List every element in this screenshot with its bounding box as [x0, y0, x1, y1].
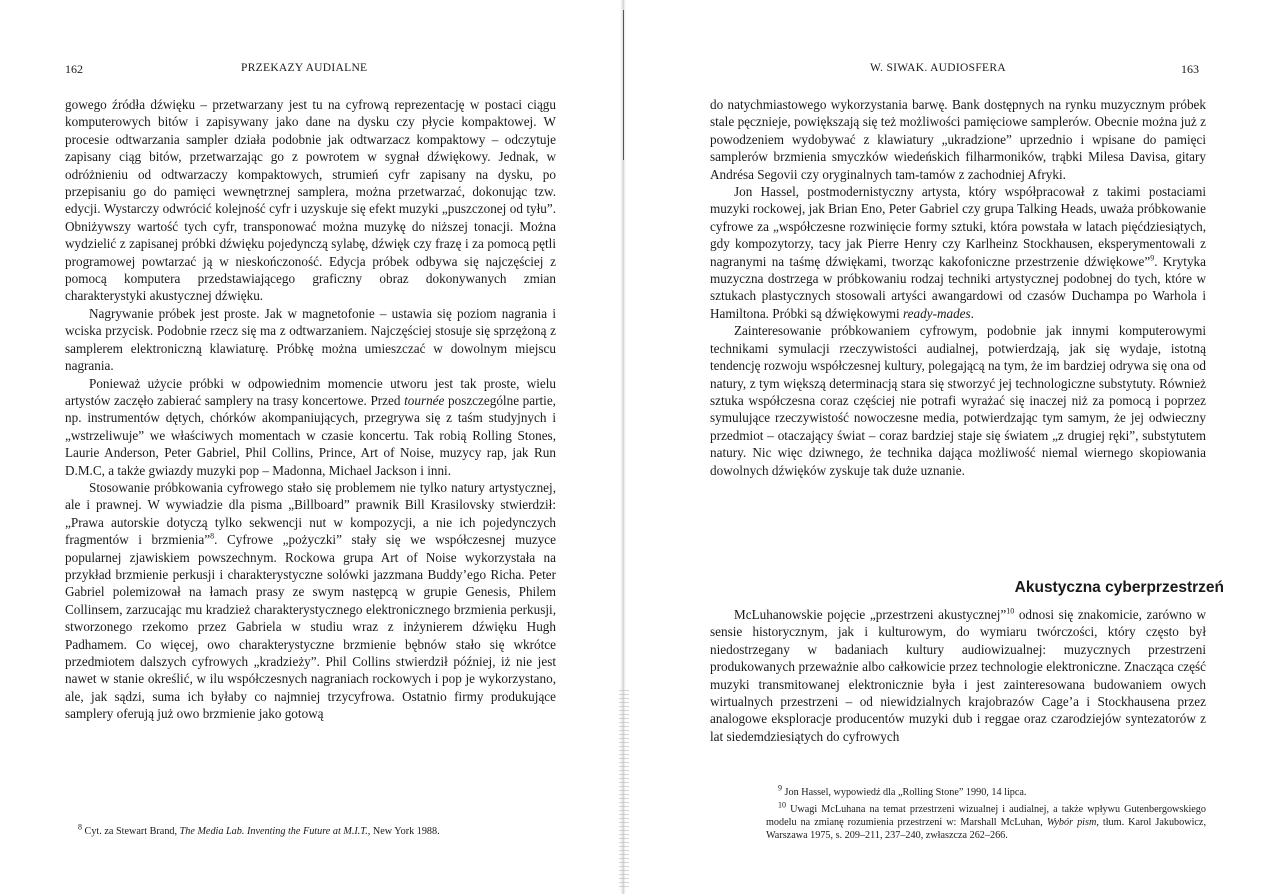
- footnotes-right: [766, 783, 1206, 842]
- left-body-text: [65, 96, 556, 723]
- italic-term: ready-mades: [903, 305, 971, 321]
- footnote-text: , New York 1988.: [367, 826, 440, 837]
- footnote-text: Uwagi McLuhana na temat przestrzeni wizualnej i audialnej, a także wpływu Gutenbergowskiego modelu na zmianę rozumienia przestrzeni w: Marshall McLuhan,: [766, 804, 1206, 828]
- footnote-10: [766, 800, 1206, 842]
- footnote-ref-8: 8: [210, 531, 215, 541]
- running-head-right: W. SIWAK. AUDIOSFERA: [870, 62, 1006, 74]
- paragraph: do natychmiastowego wykorzystania barwę. Bank dostępnych na rynku muzycznym próbek stale pęcznieje, powiększają się też możliwości pamięciowe samplerów. Obecnie można już z powodzeniem wydobywać z klawiatury „ukradzione” uprzednio i wpisane do pamięci samplerów brzmienia smyczków wiedeńskich filharmoników, trąbki Milesa Davisa, gitary Andrésa Segovii czy oryginalnych tam-tamów z zachodniej Afryki.: [710, 97, 1206, 182]
- footnote-text: Cyt. za Stewart Brand,: [82, 826, 180, 837]
- paragraph: Nagrywanie próbek jest proste. Jak w magnetofonie – ustawia się poziom nagrania i wciska przycisk. Podobnie rzecz się ma z odtwarzaniem. Najczęściej stosuje się sprzężoną z samplerem elektroniczną klawiaturę. Próbkę można umieszczać w dowolnym miejscu nagrania.: [65, 305, 556, 374]
- paragraph: [710, 183, 1206, 322]
- gutter-crease: [623, 10, 624, 160]
- paragraph-text: odnosi się znakomicie, zarówno w sensie historycznym, jak i kulturowym, do wymiaru twórczości, który często był niedostrzegany w badaniach kultury audiowizualnej: muzycznych przestrzeni produkowanych przeważnie albo całkowicie przez technologie elektroniczne. Znacząca część muzyki transmitowanej elektronicznie była i jest zainteresowana budowaniem owych wirtualnych przestrzeni – od niewidzialnych krajobrazów Cage’a i Stockhausena przez analogowe eksploracje producentów muzyki dub i reggae oraz czarodziejów syntezatorów z lat siedemdziesiątych do cyfrowych: [710, 607, 1206, 744]
- paragraph-text: Jon Hassel, postmodernistyczny artysta, który współpracował z takimi postaciami muzyki rockowej, jak Brian Eno, Peter Gabriel czy grupa Talking Heads, uważa próbkowanie cyfrowe za „współczesne rozwinięcie formy sztuki, która powstała w latach pięćdziesiątych, gdy kompozytorzy, tacy jak Pierre Henry czy Karlheinz Stockhausen, eksperymentowali z nagranymi na taśmę dźwiękami, tworząc kakofoniczne przestrzenie dźwiękowe”: [710, 184, 1206, 269]
- paragraph: gowego źródła dźwięku – przetwarzany jest tu na cyfrową reprezentację w postaci ciągu komputerowych bitów i zapisywany jako dane na dysku czy płycie kompaktowej. W procesie odtwarzania sampler działa podobnie jak odtwarzacz kompaktowy – odczytuje zapisany ciąg bitów, przetwarzając go z powrotem w sygnał dźwiękowy. Jednak, w odróżnieniu od odtwarzaczy kompaktowych, strumień cyfr zapisany na dysku, po przepisaniu go do pamięci wewnętrznej samplera, można przetwarzać, dokonując tzw. edycji. Wystarczy odwrócić kolejność cyfr i uzyskuje się efekt muzyki „puszczonej od tyłu”. Obniżywszy wartość tych cyfr, transponować można muzykę do niższej tonacji. Można wydzielić z zapisanej próbki dźwięku pojedynczą sylabę, dźwięk czy frazę i za pomocą pętli programowej powtarzać ją w nieskończoność. Edycja próbek odbywa się najczęściej z pomocą komputera przedstawiającego graficzny obraz dokonywanych zmian charakterystyki akustycznej dźwięku.: [65, 97, 556, 304]
- right-body-text: [710, 96, 1206, 479]
- footnote-8: [78, 822, 558, 838]
- running-head-left: PRZEKAZY AUDIALNE: [241, 62, 368, 74]
- paragraph-text: Cyfrowe „pożyczki” stały się we współczesnej muzyce popularnej zjawiskiem powszechnym. Rockowa grupa Art of Noise wykorzystała na przykład brzmienie perkusji i charakterystyczne solówki jazzmana Buddy’ego Richa. Peter Gabriel polemizował na łamach prasy ze swym następcą w grupie Genesis, Philem Collinsem, zarzucając mu kradzież charakterystycznego elektronicznego brzmienia perkusji, stworzonego rzekomo przez Gabriela w studiu wraz z inżynierem dźwięku Hugh Padhamem. Co więcej, owo charakterystyczne brzmienie bębnów stało się wkrótce przedmiotem dalszych cyfrowych „kradzieży”. Phil Collins stwierdził później, iż nie jest nawet w stanie określić, w ilu współczesnych nagraniach rockowych i pop je wykorzystano, ale, jak sądzi, suma ich byłaby co najmniej trzycyfrowa. Ostatnio firmy produkujące samplery oferują już owo brzmienie jako gotową: [65, 532, 556, 722]
- paragraph-text: poszczególne partie, np. instrumentów dętych, chórków akompaniujących, przegrywa się z taśm studyjnych i „wstrzeliwuje” we właściwych momentach w czasie koncertu. Tak robią Rolling Stones, Laurie Anderson, Peter Gabriel, Phil Collins, Prince, Art of Noise, muzycy rap, jak Run D.M.C, a także gwiazdy muzyki pop – Madonna, Michael Jackson i inni.: [65, 392, 556, 478]
- footnote-ref-9: 9: [1150, 253, 1155, 263]
- right-body-text-section: [710, 606, 1206, 745]
- paragraph-text: Stosowanie próbkowania cyfrowego stało się problemem nie tylko natury artystycznej, ale i prawnej. W wywiadzie dla pisma „Billboard” prawnik Bill Krasilovsky stwierdził: „Prawa autorskie dotyczą tylko sekwencji nut w kompozycji, a nie ich pojedynczych fragmentów i brzmienia”: [65, 479, 556, 548]
- paragraph: Zainteresowanie próbkowaniem cyfrowym, podobnie jak innymi komputerowymi technikami symulacji rzeczywistości audialnej, potwierdzają, jak się wydaje, istotną tendencję rozwoju współczesnej kultury, polegającą na tym, że im bardziej odrywa się ona od natury, z tym większą determinacją stara się stworzyć jej technologiczne substytuty. Również sztuka współczesna coraz częściej nie potrafi wyrażać się inaczej niż za pomocą i poprzez symulujące rzeczywistość nowoczesne media, potwierdzając tym samym, że jej odwieczny przedmiot – otaczający świat – coraz bardziej staje się światem „z drugiej ręki”, substytutem natury. Nic więc dziwnego, że technika dająca możliwość niemal wiernego skopiowania dowolnych dźwięków zyskuje tak duże uznanie.: [710, 323, 1206, 478]
- paragraph: [710, 606, 1206, 745]
- footnote-9: [766, 783, 1206, 799]
- paragraph-text: . Krytyka muzyczna dostrzega w próbkowaniu rodzaj techniki artystycznej podobnej do tych, które w sztukach plastycznych stosowali artyści awangardowi od czasów Duchampa po Warhola i Hamiltona. Próbki są dźwiękowymi: [710, 253, 1206, 321]
- left-page: [0, 0, 620, 894]
- section-heading: Akustyczna cyberprzestrzeń: [1014, 579, 1224, 596]
- footnote-text: Jon Hassel, wypowiedź dla „Rolling Stone” 1990, 14 lipca.: [782, 787, 1027, 798]
- right-page: [626, 0, 1262, 894]
- paragraph: Stosowanie próbkowania cyfrowego stało się problemem nie tylko natury artystycznej, ale i prawnej. W wywiadzie dla pisma „Billboard” prawnik Bill Krasilovsky stwierdził: „Prawa autorskie dotyczą tylko sekwencji nut w kompozycji, a nie ich pojedynczych fragmentów i brzmienia”$^8$. Cyfrowe „pożyczki” stały się we współczesnej muzyce popularnej zjawiskiem powszechnym. Rockowa grupa Art of Noise wykorzystała na przykład brzmienie perkusji i charakterystyczne solówki jazzmana Buddy’ego Richa. Peter Gabriel polemizował na łamach prasy ze swym następcą w grupie Genesis, Philem Collinsem, zarzucając mu kradzież charakterystycznego elektronicznego brzmienia perkusji, stworzonego rzekomo przez Gabriela w studiu wraz z inżynierem dźwięku Hugh Padhamem. Co więcej, owo charakterystyczne brzmienie bębnów stało się wkrótce przedmiotem dalszych cyfrowych „kradzieży”. Phil Collins stwierdził później, iż nie jest nawet w stanie określić, w ilu współczesnych nagraniach rockowych i pop je wykorzystano, ale, jak sądzi, suma ich byłaby co najmniej trzycyfrowa. Ostatnio firmy produkujące samplery oferują już owo brzmienie jako gotową: [65, 479, 556, 722]
- footnote-marker: 8: [78, 822, 82, 832]
- footnote-marker: 9: [778, 783, 782, 793]
- paragraph-text: .: [970, 305, 974, 321]
- paragraph: [65, 375, 556, 479]
- footnote-text: , tłum. Karol Jakubowicz, Warszawa 1975, s. 209–211, 237–240, zwłaszcza 262–266.: [766, 817, 1206, 841]
- footnote-marker: 10: [778, 800, 786, 810]
- paragraph-text: Ponieważ użycie próbki w odpowiednim momencie utworu jest tak proste, wielu artystów zaczęło zabierać samplery na trasy koncertowe. Przed: [65, 375, 556, 408]
- page-number-left: 162: [65, 62, 83, 76]
- page-number-right: 163: [1181, 62, 1199, 76]
- footnote-ref-10: 10: [1006, 606, 1015, 616]
- paragraph-text: McLuhanowskie pojęcie „przestrzeni akustycznej”: [734, 607, 1007, 622]
- footnote-title: The Media Lab. Inventing the Future at M.I.T.: [179, 826, 368, 837]
- italic-term: tournée: [404, 392, 445, 408]
- footnote-title: Wybór pism: [1046, 817, 1097, 828]
